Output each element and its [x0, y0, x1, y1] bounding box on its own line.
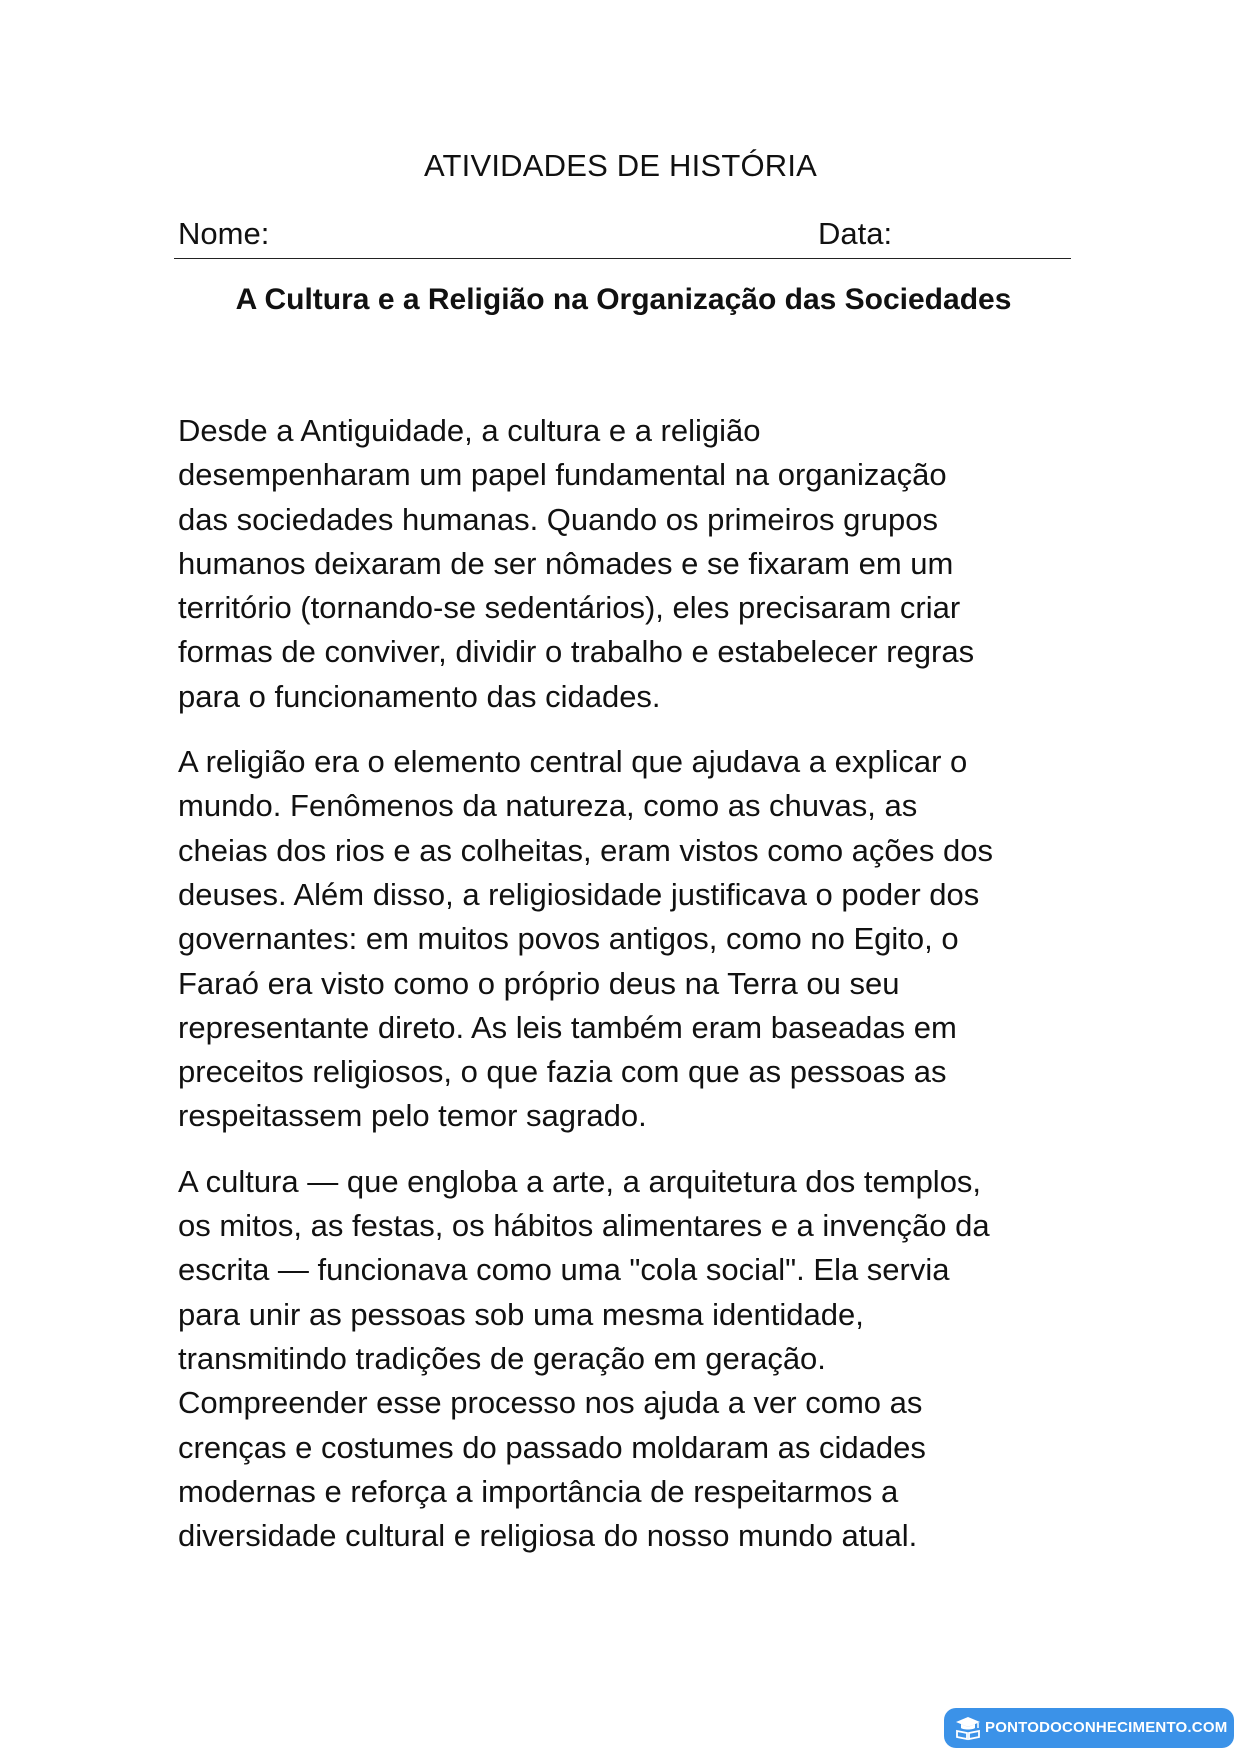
text-line: deuses. Além disso, a religiosidade justificava o poder dos: [178, 876, 980, 912]
text-line: crenças e costumes do passado moldaram as cidades: [178, 1429, 926, 1465]
text-line: território (tornando-se sedentários), eles precisaram criar: [178, 590, 961, 626]
paragraph-1: [178, 409, 1078, 719]
text-line: cheias dos rios e as colheitas, eram vistos como ações dos: [178, 832, 993, 868]
text-line: para unir as pessoas sob uma mesma identidade,: [178, 1296, 864, 1332]
site-badge-label: PONTODOCONHECIMENTO.COM: [985, 1719, 1228, 1736]
date-label: Data:: [818, 216, 893, 251]
graduation-book-icon: [954, 1715, 982, 1741]
text-line: modernas e reforça a importância de respeitarmos a: [178, 1473, 899, 1509]
text-line: respeitassem pelo temor sagrado.: [178, 1098, 647, 1134]
document-title: A Cultura e a Religião na Organização das Sociedades: [235, 283, 1012, 316]
text-line: humanos deixaram de ser nômades e se fixaram em um: [178, 545, 954, 581]
text-line: escrita — funcionava como uma "cola social". Ela servia: [178, 1252, 950, 1288]
text-line: desempenharam um papel fundamental na organização: [178, 457, 947, 493]
paragraph-3: [178, 1160, 1078, 1559]
text-line: Faraó era visto como o próprio deus na Terra ou seu: [178, 965, 900, 1001]
text-line: governantes: em muitos povos antigos, como no Egito, o: [178, 921, 959, 957]
worksheet-header-title: ATIVIDADES DE HISTÓRIA: [423, 148, 818, 183]
text-line: Compreender esse processo nos ajuda a ver como as: [178, 1385, 923, 1421]
text-line: das sociedades humanas. Quando os primeiros grupos: [178, 501, 938, 537]
name-date-row: [176, 214, 1070, 258]
text-line: diversidade cultural e religiosa do nosso mundo atual.: [178, 1518, 918, 1554]
text-line: A religião era o elemento central que ajudava a explicar o: [178, 744, 968, 780]
text-line: para o funcionamento das cidades.: [178, 678, 661, 714]
text-line: formas de conviver, dividir o trabalho e estabelecer regras: [178, 634, 975, 670]
text-line: mundo. Fenômenos da natureza, como as chuvas, as: [178, 788, 918, 824]
site-badge[interactable]: [944, 1708, 1234, 1748]
header-divider: [174, 258, 1071, 259]
text-line: transmitindo tradições de geração em geração.: [178, 1340, 826, 1376]
text-line: representante direto. As leis também eram baseadas em: [178, 1009, 957, 1045]
text-line: A cultura — que engloba a arte, a arquitetura dos templos,: [178, 1163, 982, 1199]
document-body: [178, 409, 1078, 1558]
text-line: preceitos religiosos, o que fazia com que as pessoas as: [178, 1054, 947, 1090]
paragraph-2: [178, 740, 1078, 1139]
name-label: Nome:: [178, 216, 270, 251]
text-line: os mitos, as festas, os hábitos alimentares e a invenção da: [178, 1208, 990, 1244]
text-line: Desde a Antiguidade, a cultura e a religião: [178, 413, 761, 448]
